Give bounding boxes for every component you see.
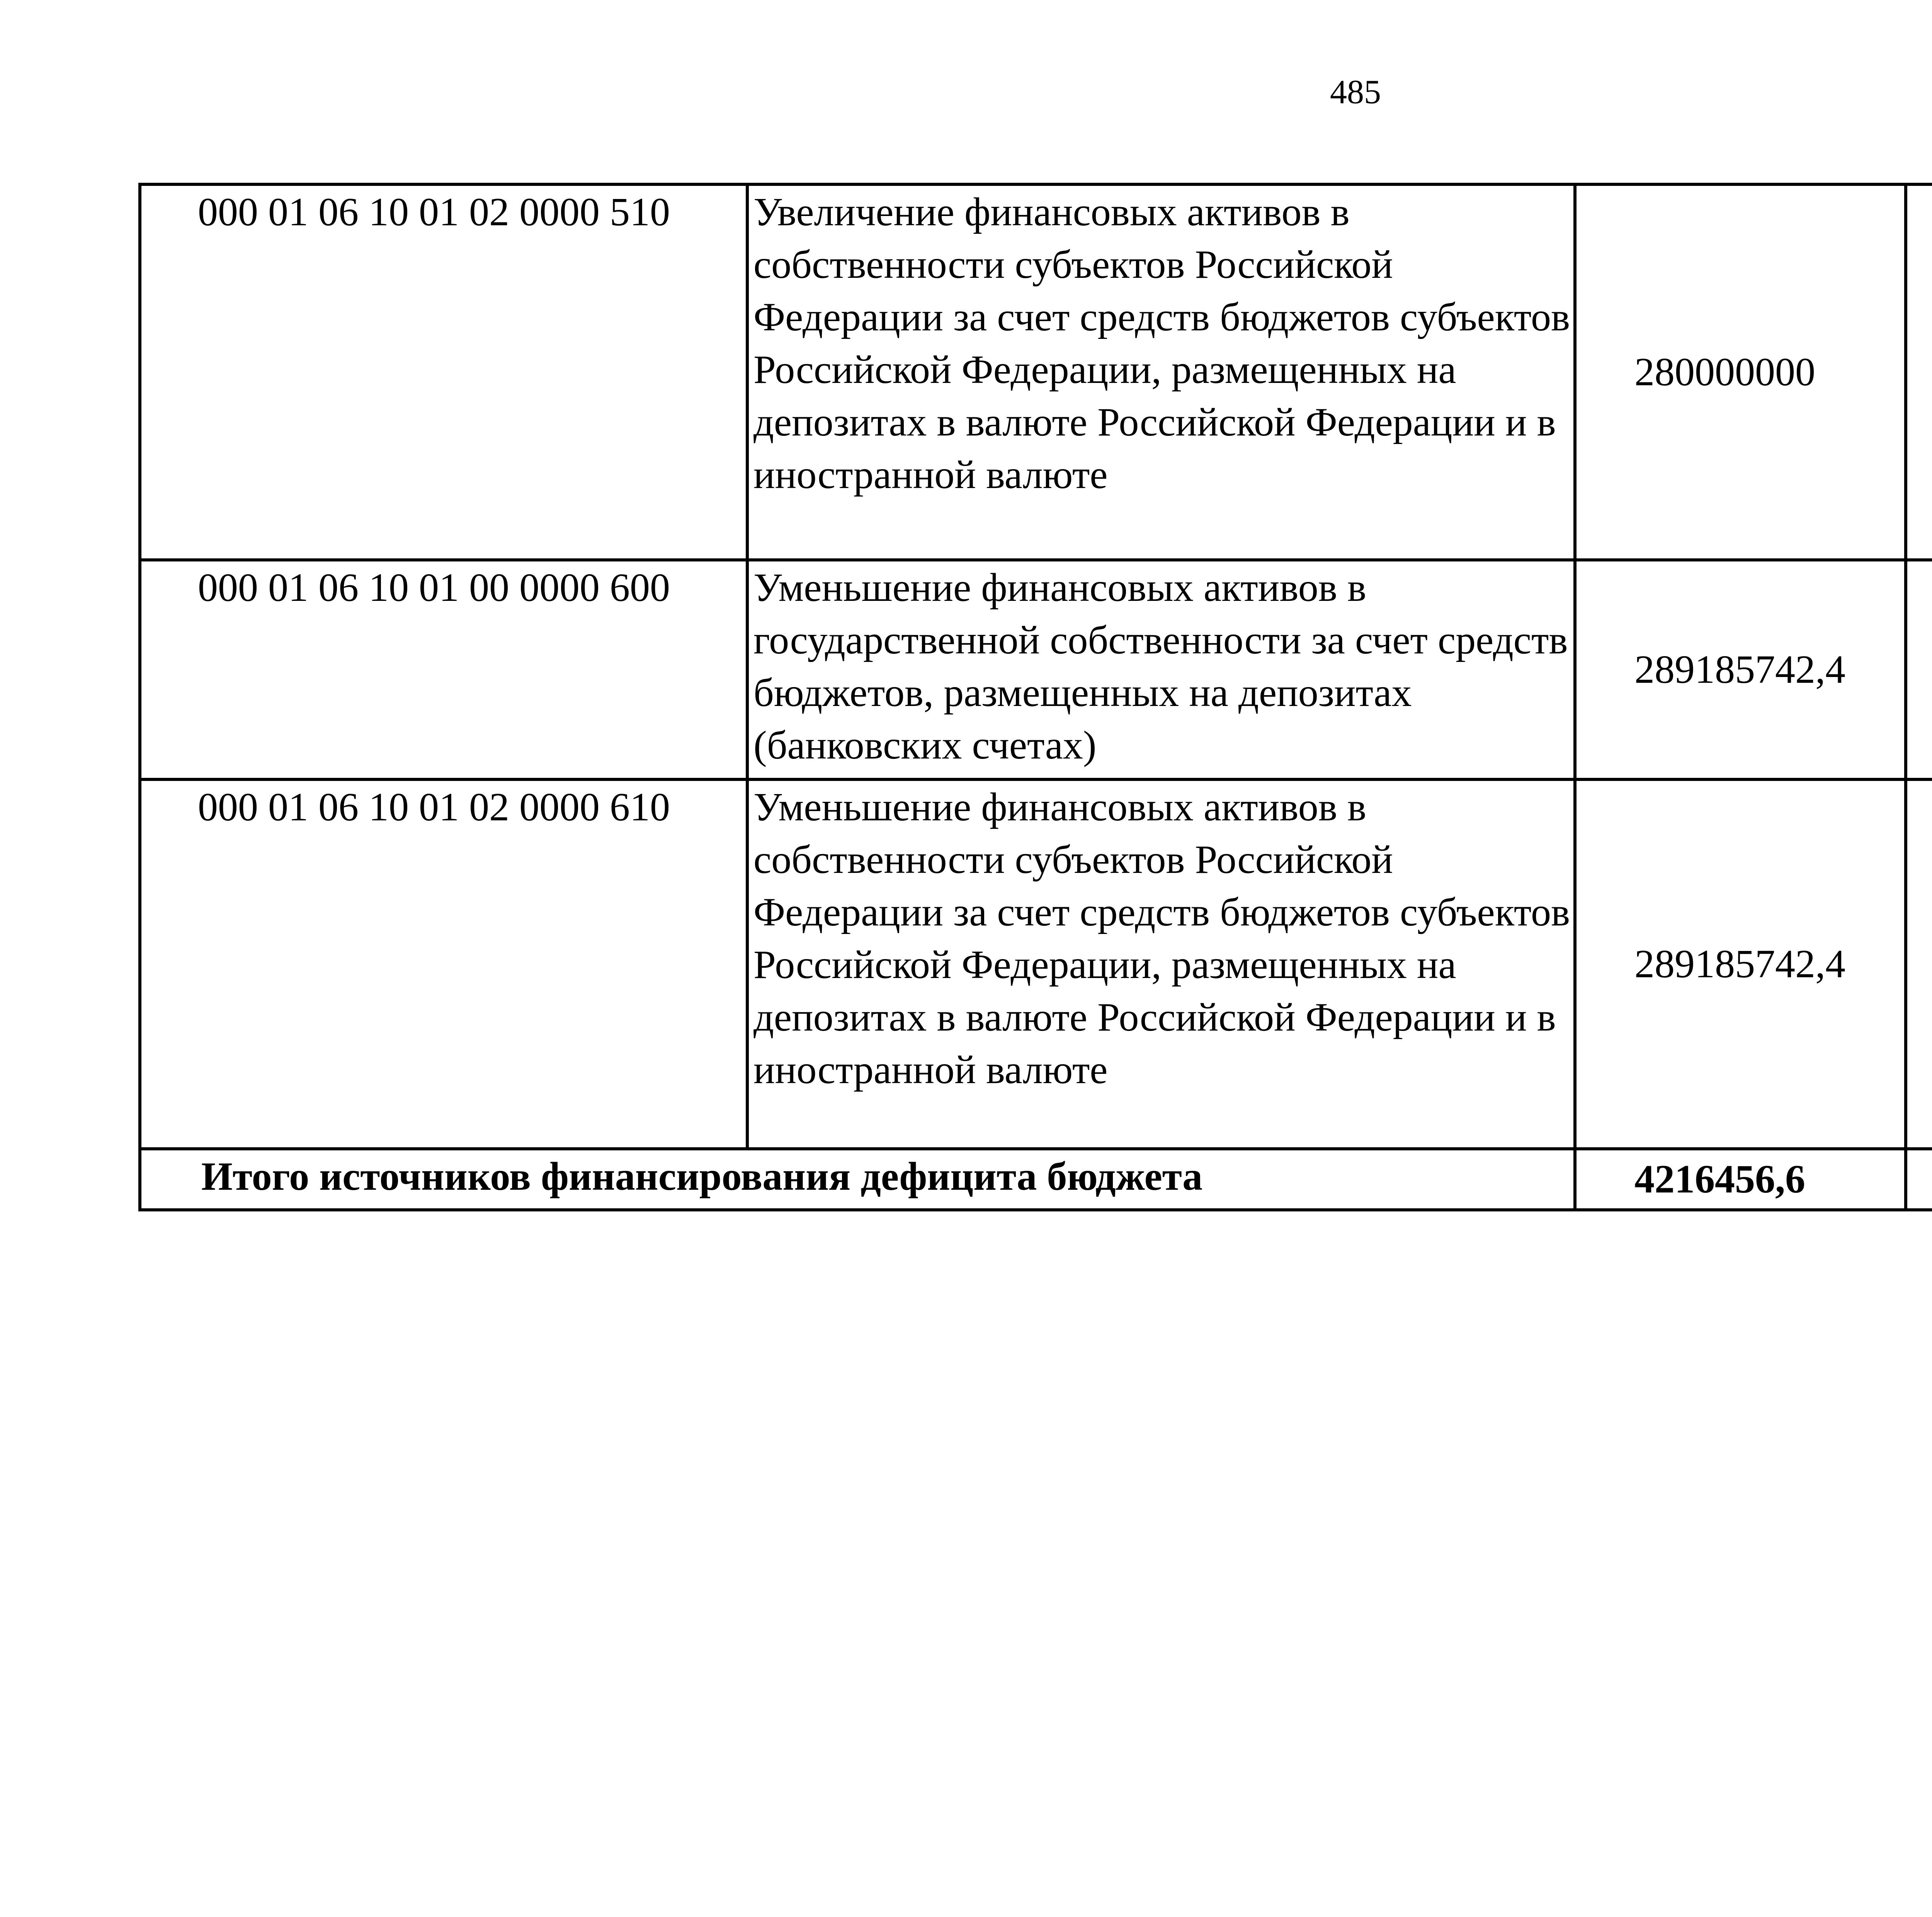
budget-code-cell: 000 01 06 10 01 00 0000 600 [140,560,747,779]
description-cell: Уменьшение финансовых активов в государственной собственности за счет средств бюджетов, размещенных на депозитах (банковских счетах) [747,560,1575,779]
value-cell-year-1: 289185742,4 [1575,779,1906,1149]
value-cell-year-1: 280000000 [1575,184,1906,560]
table-row [140,560,1932,779]
total-value-year-2 [1906,1149,1932,1210]
value-cell-year-1: 289185742,4 [1575,560,1906,779]
description-cell: Уменьшение финансовых активов в собственности субъектов Российской Федерации за счет средств бюджетов субъектов Российской Федерации, размещенных на депозитах в валюте Российской Федерации и в иностранной валюте [747,779,1575,1149]
budget-sources-table [138,183,1932,1211]
value-cell-year-2 [1906,184,1932,560]
table-row [140,184,1932,560]
budget-code-cell: 000 01 06 10 01 02 0000 610 [140,779,747,1149]
total-label: Итого источников финансирования дефицита бюджета [140,1149,1575,1210]
description-cell: Увеличение финансовых активов в собственности субъектов Российской Федерации за счет средств бюджетов субъектов Российской Федерации, размещенных на депозитах в валюте Российской Федерации и в иностранной валюте [747,184,1575,560]
page-number: 485 [1330,73,1381,111]
value-cell-year-2 [1906,779,1932,1149]
budget-code-cell: 000 01 06 10 01 02 0000 510 [140,184,747,560]
table-row [140,779,1932,1149]
total-row [140,1149,1932,1210]
value-cell-year-2 [1906,560,1932,779]
total-value-year-1: 4216456,6 [1575,1149,1906,1210]
